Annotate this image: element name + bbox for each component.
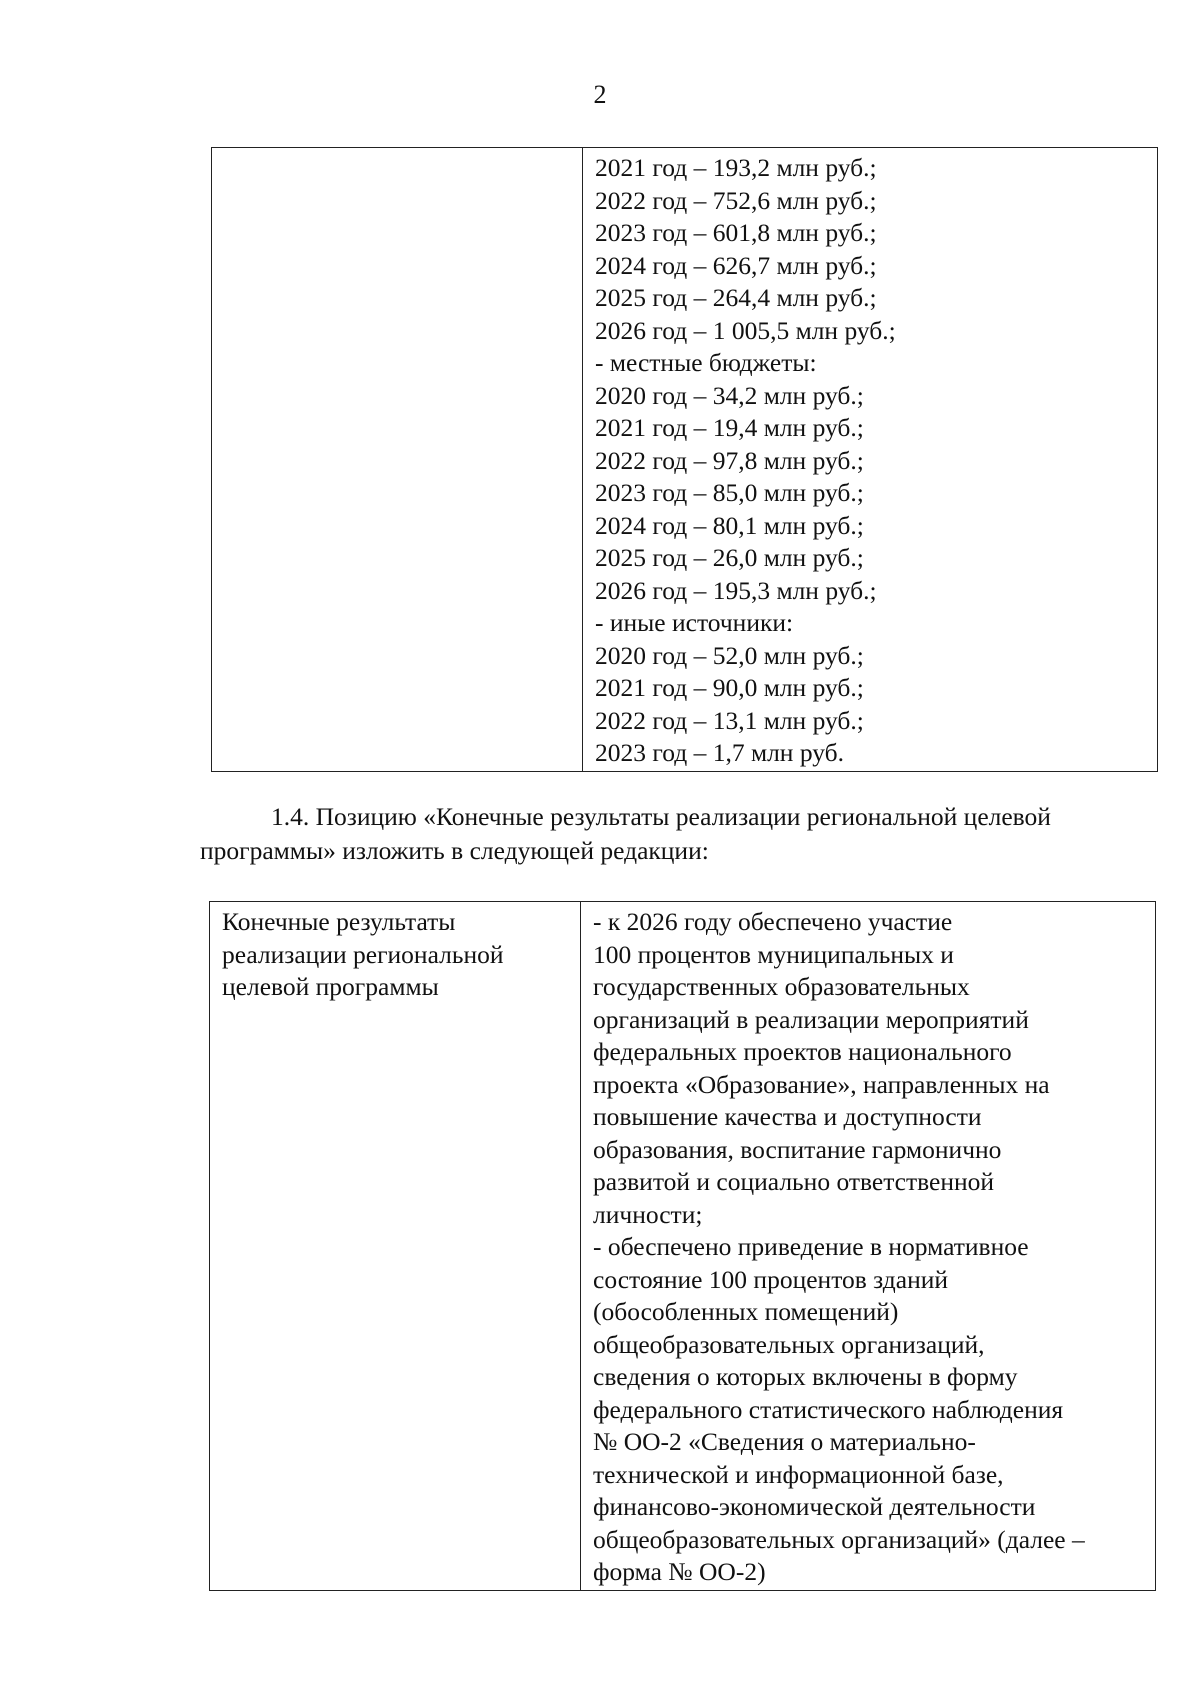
- table-cell-financing-values: [583, 148, 1158, 772]
- text-line: № ОО-2 «Сведения о материально-: [593, 1427, 976, 1456]
- text-line: 2024 год – 626,7 млн руб.;: [595, 250, 877, 280]
- results-table: [209, 901, 1156, 1591]
- text-line: финансово-экономической деятельности: [593, 1492, 1036, 1521]
- text-line: 2023 год – 1,7 млн руб.: [595, 738, 844, 767]
- text-line: общеобразовательных организаций,: [593, 1329, 985, 1359]
- paragraph-line-1: 1.4. Позицию «Конечные результаты реализации региональной целевой: [271, 802, 1051, 831]
- text-line: - иные источники:: [595, 608, 794, 637]
- text-line: личности;: [593, 1199, 703, 1229]
- text-line: состояние 100 процентов зданий: [593, 1264, 949, 1294]
- table-row: [210, 902, 1156, 1591]
- text-line: 2025 год – 264,4 млн руб.;: [595, 283, 877, 312]
- table-row: [212, 148, 1158, 772]
- text-line: 2023 год – 85,0 млн руб.;: [595, 478, 864, 507]
- text-line: 100 процентов муниципальных и: [593, 939, 954, 969]
- text-line: проекта «Образование», направленных на: [593, 1069, 1050, 1099]
- text-line: форма № ОО-2): [593, 1557, 766, 1586]
- text-line: образования, воспитание гармонично: [593, 1134, 1002, 1164]
- text-line: сведения о которых включены в форму: [593, 1362, 1018, 1391]
- text-line: реализации региональной: [222, 939, 504, 969]
- text-line: 2020 год – 52,0 млн руб.;: [595, 640, 864, 670]
- results-text-lines: [581, 902, 1155, 1590]
- text-line: 2022 год – 97,8 млн руб.;: [595, 445, 864, 475]
- text-line: повышение качества и доступности: [593, 1102, 982, 1131]
- financing-lines: [583, 148, 1157, 771]
- text-line: 2025 год – 26,0 млн руб.;: [595, 543, 864, 572]
- text-line: 2020 год – 34,2 млн руб.;: [595, 380, 864, 410]
- page-number: 2: [593, 80, 607, 109]
- text-line: общеобразовательных организаций» (далее –: [593, 1524, 1085, 1554]
- table-cell-results-text: [581, 902, 1156, 1591]
- financing-table: [211, 147, 1158, 772]
- text-line: - к 2026 году обеспечено участие: [593, 907, 953, 936]
- table-cell-position-title: [210, 902, 581, 1591]
- text-line: - обеспечено приведение в нормативное: [593, 1232, 1029, 1261]
- text-line: развитой и социально ответственной: [593, 1167, 995, 1196]
- text-line: 2026 год – 195,3 млн руб.;: [595, 575, 877, 605]
- text-line: 2021 год – 90,0 млн руб.;: [595, 673, 864, 702]
- text-line: 2026 год – 1 005,5 млн руб.;: [595, 315, 896, 345]
- text-line: Конечные результаты: [222, 907, 456, 936]
- text-line: технической и информационной базе,: [593, 1459, 1004, 1489]
- table-cell-empty: [212, 148, 583, 772]
- text-line: 2022 год – 752,6 млн руб.;: [595, 185, 877, 215]
- text-line: государственных образовательных: [593, 972, 970, 1001]
- text-line: федеральных проектов национального: [593, 1037, 1012, 1066]
- text-line: 2021 год – 19,4 млн руб.;: [595, 413, 864, 442]
- text-line: организаций в реализации мероприятий: [593, 1004, 1029, 1034]
- text-line: целевой программы: [222, 972, 439, 1001]
- text-line: 2023 год – 601,8 млн руб.;: [595, 218, 877, 247]
- text-line: федерального статистического наблюдения: [593, 1394, 1064, 1424]
- text-line: 2024 год – 80,1 млн руб.;: [595, 510, 864, 540]
- text-line: 2021 год – 193,2 млн руб.;: [595, 153, 877, 182]
- text-line: 2022 год – 13,1 млн руб.;: [595, 705, 864, 735]
- text-line: (обособленных помещений): [593, 1297, 899, 1326]
- text-line: - местные бюджеты:: [595, 348, 817, 377]
- position-title-lines: [210, 902, 580, 1005]
- paragraph-line-2: программы» изложить в следующей редакции:: [200, 836, 709, 865]
